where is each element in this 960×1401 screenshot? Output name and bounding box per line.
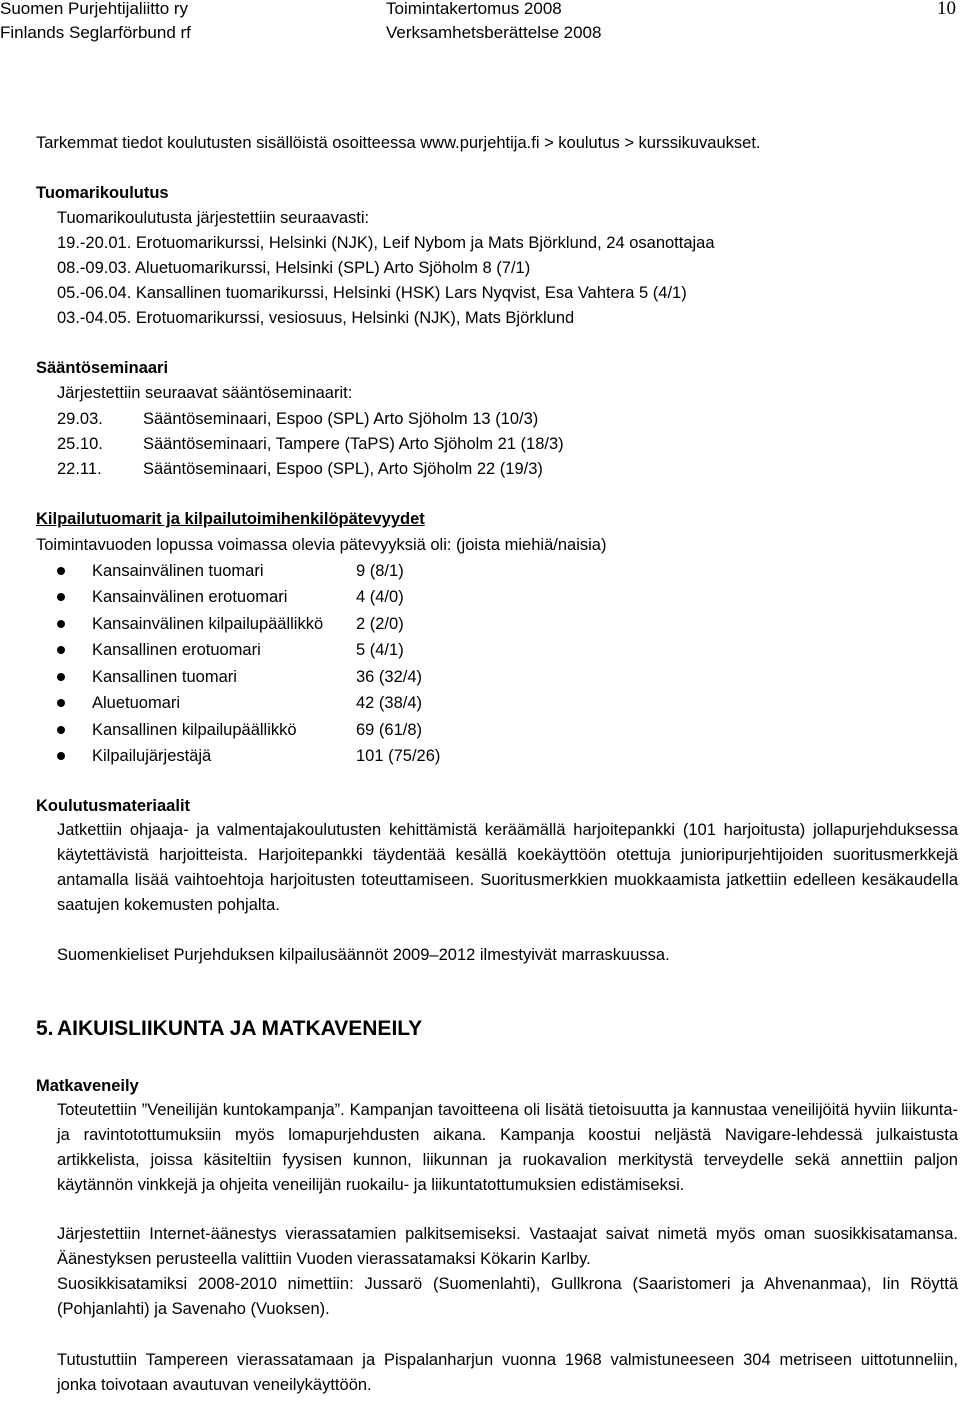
qualification-count: 4 (4/0) xyxy=(356,588,404,606)
report-title-fi: Toimintakertomus 2008 xyxy=(386,0,562,18)
kilpailutuomarit-intro: Toimintavuoden lopussa voimassa olevia pätevyyksiä oli: (joista miehiä/naisia) xyxy=(36,536,607,554)
org-name-sv: Finlands Seglarförbund rf xyxy=(0,23,191,42)
bullet-icon xyxy=(57,567,65,575)
qualification-count: 5 (4/1) xyxy=(356,641,404,659)
section-number: 5. xyxy=(36,1017,54,1040)
tuomarikoulutus-intro: Tuomarikoulutusta järjestettiin seuraavasti: xyxy=(57,209,370,227)
matkaveneily-heading: Matkaveneily xyxy=(36,1077,139,1095)
qualification-label: Kansainvälinen kilpailupäällikkö xyxy=(92,615,324,633)
tuomarikoulutus-item: 03.-04.05. Erotuomarikurssi, vesiosuus, Helsinki (NJK), Mats Björklund xyxy=(57,309,575,327)
koulutusmateriaalit-heading: Koulutusmateriaalit xyxy=(36,797,191,815)
bullet-icon xyxy=(57,726,65,734)
bullet-icon xyxy=(57,646,65,654)
page-number: 10 xyxy=(937,0,956,19)
saantoseminaari-heading: Sääntöseminaari xyxy=(36,359,169,377)
matkaveneily-paragraph: Toteutettiin ”Veneilijän kuntokampanja”. Kampanjan tavoitteena oli lisätä tietoisuutta ja kannustaa veneilijöitä hyviin liikunta- ja ravintotottumuksiin myös lomapurjehdusten aikana. Kampanja koostui neljästä Navigare-lehdessä julkaistusta artikkelista, joissa käsiteltiin fyysisen kunnon, liikunnan ja ruokavalion merkitystä terveydelle sekä annettiin paljon käytännön vinkkejä ja ohjeita veneilijän ruokailu- ja liikuntatottumuksien edistämiseksi. xyxy=(57,1101,958,1194)
seminar-text: Sääntöseminaari, Espoo (SPL), Arto Sjöholm 22 (19/3) xyxy=(143,460,543,478)
header-center xyxy=(386,0,601,45)
seminar-text: Sääntöseminaari, Tampere (TaPS) Arto Sjöholm 21 (18/3) xyxy=(143,435,564,453)
section-title: AIKUISLIIKUNTA JA MATKAVENEILY xyxy=(57,1017,423,1040)
bullet-icon xyxy=(57,593,65,601)
bullet-icon xyxy=(57,673,65,681)
qualification-label: Kansallinen kilpailupäällikkö xyxy=(92,721,297,739)
bullet-icon xyxy=(57,752,65,760)
tuomarikoulutus-item: 08.-09.03. Aluetuomarikurssi, Helsinki (SPL) Arto Sjöholm 8 (7/1) xyxy=(57,259,531,277)
seminar-date: 29.03. xyxy=(57,410,103,428)
qualification-label: Kansallinen erotuomari xyxy=(92,641,261,659)
matkaveneily-paragraph: Tutustuttiin Tampereen vierassatamaan ja Pispalanharjun vuonna 1968 valmistuneeseen 304 metriseen uittotunneliin, jonka toivotaan avautuvan veneilykäyttöön. xyxy=(57,1351,958,1394)
koulutusmateriaalit-paragraph: Jatkettiin ohjaaja- ja valmentajakoulutusten kehittämistä keräämällä harjoitepankki (101 harjoitusta) jollapurjehduksessa käytettävistä harjoitteista. Harjoitepankki täydentää kesällä koekäyttöön otettuja junioripurjehtijoiden suoritusmerkkejä antamalla lisää vaihtoehtoja harjoitusten toteuttamiseen. Suoritusmerkkien muokkaamista jatkettiin edelleen kesäkaudella saatujen kokemusten pohjalta. xyxy=(57,821,958,914)
report-title-sv: Verksamhetsberättelse 2008 xyxy=(386,23,602,42)
seminar-text: Sääntöseminaari, Espoo (SPL) Arto Sjöholm 13 (10/3) xyxy=(143,410,539,428)
qualification-count: 69 (61/8) xyxy=(356,721,423,739)
tuomarikoulutus-item: 19.-20.01. Erotuomarikurssi, Helsinki (NJK), Leif Nybom ja Mats Björklund, 24 osanottajaa xyxy=(57,234,715,252)
tuomarikoulutus-heading: Tuomarikoulutus xyxy=(36,184,169,202)
matkaveneily-paragraph: Järjestettiin Internet-äänestys vierassatamien palkitsemiseksi. Vastaajat saivat nimetä myös oman suosikkisatamansa. Äänestyksen perusteella valittiin Vuoden vierassatamaksi Kökarin Karlby. xyxy=(57,1225,958,1268)
qualification-count: 42 (38/4) xyxy=(356,694,423,712)
qualification-label: Kilpailujärjestäjä xyxy=(92,747,212,765)
bullet-icon xyxy=(57,699,65,707)
seminar-date: 25.10. xyxy=(57,435,103,453)
qualification-count: 9 (8/1) xyxy=(356,562,404,580)
koulutusmateriaalit-paragraph: Suomenkieliset Purjehduksen kilpailusäännöt 2009–2012 ilmestyivät marraskuussa. xyxy=(57,946,670,964)
org-name-fi: Suomen Purjehtijaliitto ry xyxy=(0,0,189,18)
matkaveneily-paragraph: Suosikkisatamiksi 2008-2010 nimettiin: Jussarö (Suomenlahti), Gullkrona (Saaristomeri ja Ahvenanmaa), Iin Röyttä (Pohjanlahti) ja Savenaho (Vuoksen). xyxy=(57,1275,958,1318)
kilpailutuomarit-heading: Kilpailutuomarit ja kilpailutoimihenkilöpätevyydet xyxy=(36,510,425,528)
qualification-count: 36 (32/4) xyxy=(356,668,423,686)
qualification-label: Kansallinen tuomari xyxy=(92,668,237,686)
intro-text: Tarkemmat tiedot koulutusten sisällöistä osoitteessa www.purjehtija.fi > koulutus > kurssikuvaukset. xyxy=(36,134,761,152)
saantoseminaari-intro: Järjestettiin seuraavat sääntöseminaarit: xyxy=(57,384,353,402)
qualification-label: Kansainvälinen tuomari xyxy=(92,562,264,580)
qualification-label: Aluetuomari xyxy=(92,694,181,712)
bullet-icon xyxy=(57,620,65,628)
qualification-count: 2 (2/0) xyxy=(356,615,404,633)
qualification-label: Kansainvälinen erotuomari xyxy=(92,588,288,606)
tuomarikoulutus-item: 05.-06.04. Kansallinen tuomarikurssi, Helsinki (HSK) Lars Nyqvist, Esa Vahtera 5 (4/1) xyxy=(57,284,687,302)
header-left xyxy=(0,0,191,45)
seminar-date: 22.11. xyxy=(57,460,102,478)
qualification-count: 101 (75/26) xyxy=(356,747,441,765)
